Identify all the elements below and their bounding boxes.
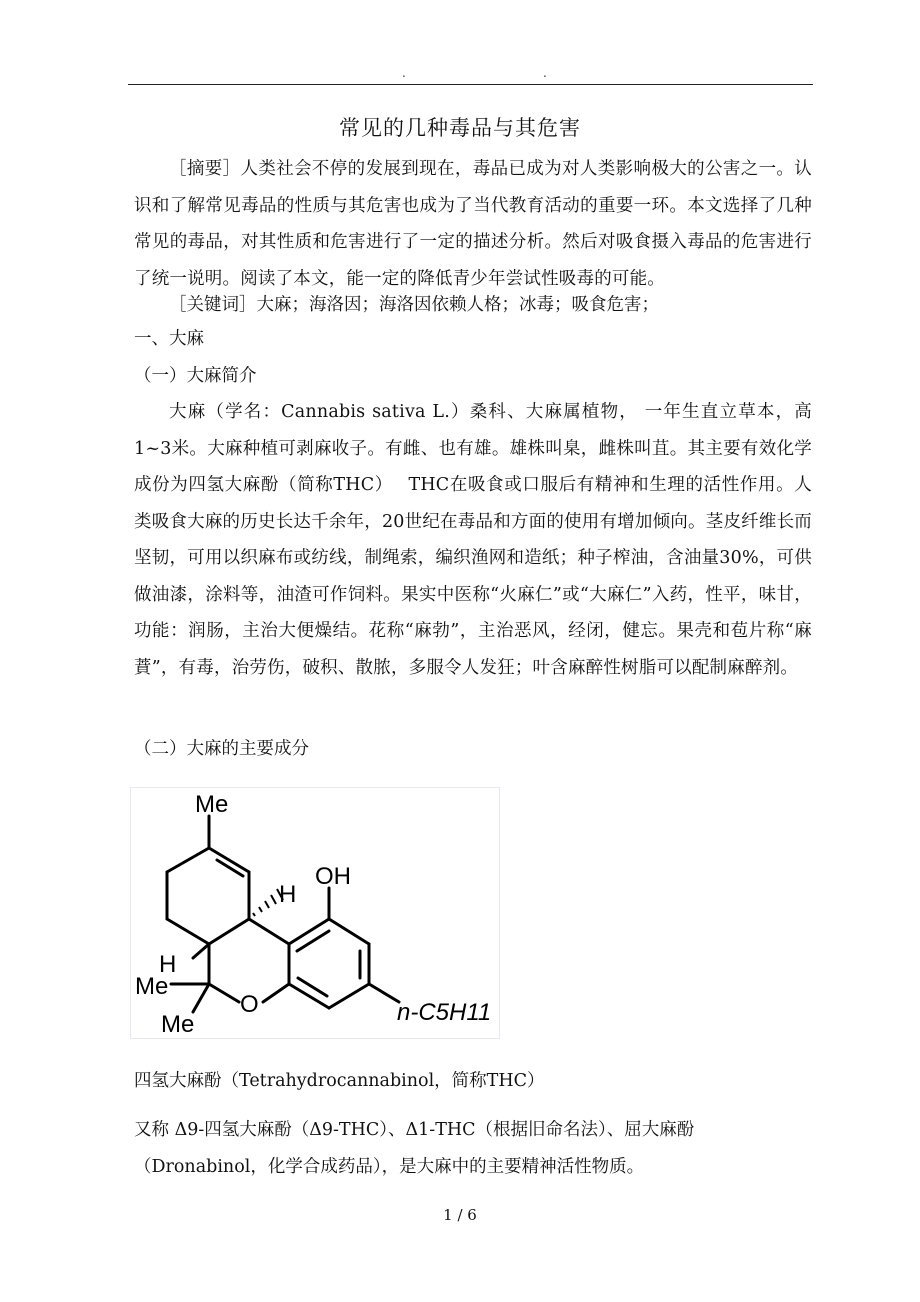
label-oh: OH [315, 863, 351, 890]
keywords: ［关键词］大麻；海洛因；海洛因依赖人格；冰毒；吸食危害； [169, 295, 659, 315]
label-me-bottom: Me [161, 1011, 195, 1038]
page-number: 1 / 6 [443, 1206, 477, 1224]
label-oxygen: O [240, 991, 259, 1018]
also-known-line-2: （Dronabinol，化学合成药品），是大麻中的主要精神活性物质。 [134, 1157, 645, 1177]
section-heading-cannabis: 一、大麻 [134, 329, 204, 349]
abstract: ［摘要］人类社会不停的发展到现在，毒品已成为对人类影响极大的公害之一。认识和了解常见毒品的性质与其危害也成为了当代教育活动的重要一环。本文选择了几种常见的毒品，对其性质和危害进行了一定的描述分析。然后对吸食摄入毒品的危害进行了统一说明。阅读了本文，能一定的降低青少年尝试性吸毒的可能。 [134, 159, 812, 289]
also-known-line-1: 又称 Δ9-四氢大麻酚（Δ9-THC）、Δ1-THC（根据旧命名法）、屈大麻酚 [134, 1120, 695, 1140]
header-dot-left: . [402, 66, 406, 80]
subsection-heading-intro: （一）大麻简介 [134, 366, 257, 386]
label-h-top: H [279, 881, 297, 908]
figure-caption: 四氢大麻酚（Tetrahydrocannabinol，简称THC） [134, 1071, 545, 1091]
header-rule [128, 84, 813, 85]
document-title: 常见的几种毒品与其危害 [339, 116, 581, 140]
label-me-top: Me [195, 791, 229, 818]
cannabis-intro-paragraph: 大麻（学名：Cannabis sativa L.）桑科、大麻属植物， 一年生直立草本，高1~3米。大麻种植可剥麻收子。有雌、也有雄。雄株叫臬，雌株叫苴。其主要有效化学成份为四氢大麻酚（简称THC） THC在吸食或口服后有精神和生理的活性作用。人类吸食大麻的历史长达千余年，20世纪在毒品和方面的使用有增加倾向。茎皮纤维长而坚韧，可用以织麻布或纺线，制绳索，编织渔网和造纸；种子榨油，含油量30%，可供做油漆，涂料等，油渣可作饲料。果实中医称“火麻仁”或“大麻仁”入药，性平，味甘，功能：润肠，主治大便燥结。花称“麻勃”，主治恶风，经闭，健忘。果壳和苞片称“麻蕡”，有毒，治劳伤，破积、散脓，多服令人发狂；叶含麻醉性树脂可以配制麻醉剂。 [134, 402, 812, 678]
thc-structure-diagram [131, 788, 499, 1038]
header-dot-right: . [543, 66, 547, 80]
label-pentyl-chain: n-C5H11 [397, 999, 492, 1026]
label-h-left: H [159, 951, 177, 978]
subsection-heading-components: （二）大麻的主要成分 [134, 739, 309, 759]
thc-structure-figure [130, 787, 500, 1039]
label-me-left: Me [135, 973, 169, 1000]
